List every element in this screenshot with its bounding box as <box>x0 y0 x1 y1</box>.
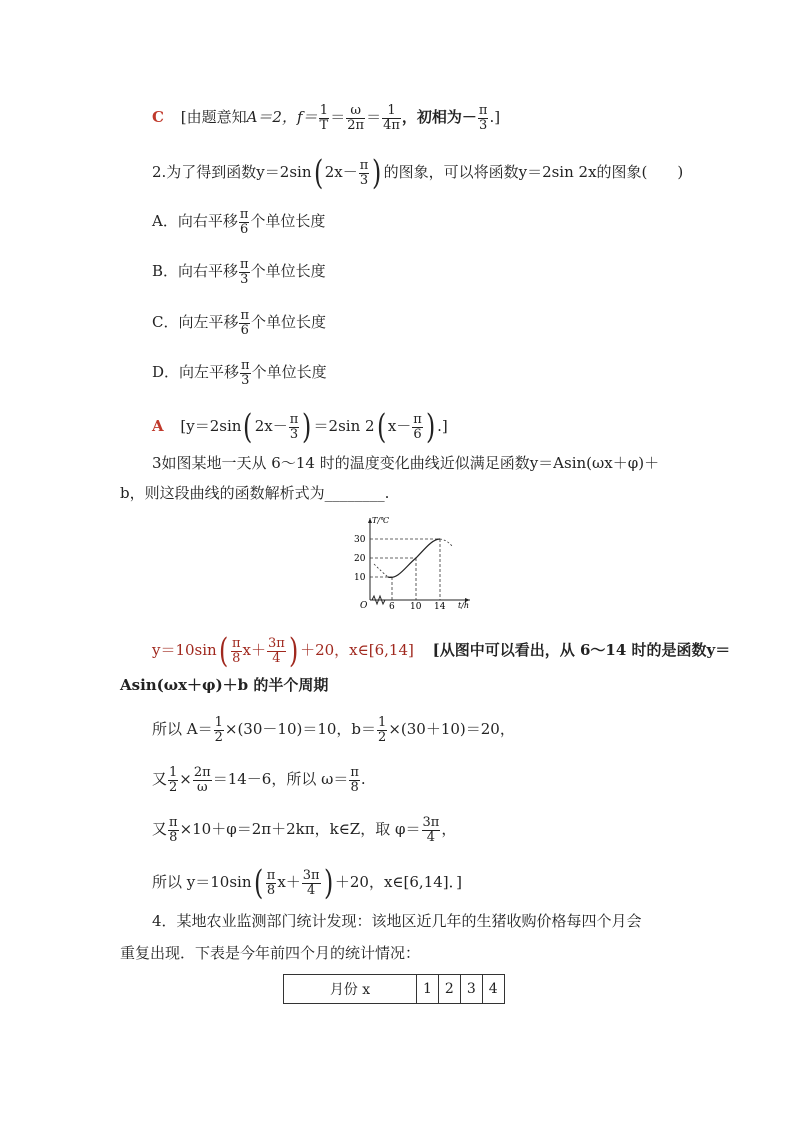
origin-label: O <box>360 601 368 610</box>
y-tick-30: 30 <box>354 535 366 545</box>
q2-option-a[interactable]: A．向右平移 $\frac{\pi}{6}$ 个单位长度 <box>152 207 326 237</box>
y-axis-label: T/℃ <box>372 516 389 525</box>
y-tick-20: 20 <box>354 554 366 564</box>
x-axis-label: t/h <box>458 601 470 610</box>
x-tick-10: 10 <box>410 602 422 610</box>
q4-stem-line1: 4．某地农业监测部门统计发现：该地区近几年的生猪收购价格每四个月会 <box>152 912 642 930</box>
q1-answer-line: C [由题意知A＝2，f＝ $\frac{1}{T}$ ＝ $\frac{\omega}{2\pi}$ ＝ $\frac{1}{4\pi}$ ，初相为－ $\frac{\pi}{3}$ .] <box>152 103 501 133</box>
q2-option-b[interactable]: B．向右平移 $\frac{\pi}{3}$ 个单位长度 <box>152 257 326 287</box>
q2-option-c[interactable]: C．向左平移 $\frac{\pi}{6}$ 个单位长度 <box>152 308 327 338</box>
curve-extension-right <box>440 539 452 546</box>
q2-answer-letter: A <box>152 417 164 435</box>
q2-answer-line: A [y＝2sin( 2x－ $\frac{\pi}{3}$ ) ＝2sin 2( x－ $\frac{\pi}{6}$ ) .] <box>152 407 448 447</box>
q1-phase-text: ，初相为－ <box>401 108 477 127</box>
q3-work-line1: 所以 A＝ $\frac{1}{2}$ ×(30－10)＝10，b＝ $\frac{1}{2}$ ×(30＋10)＝20， <box>152 715 515 745</box>
q1-amplitude: A＝2， <box>246 108 297 127</box>
q3-work-line2: 又 $\frac{1}{2}$ × $\frac{2\pi}{\omega}$ ＝14－6，所以 ω＝ $\frac{\pi}{8}$ . <box>152 765 366 795</box>
frac-pi-over-3: $\frac{\pi}{3}$ <box>289 411 299 442</box>
q1-answer-text: [由题意知 <box>180 108 247 127</box>
x-tick-6: 6 <box>389 602 395 610</box>
q4-stem-line2: 重复出现．下表是今年前四个月的统计情况： <box>120 944 421 962</box>
frac-omega-over-2pi: $\frac{\omega}{2\pi}$ <box>347 103 365 133</box>
table-cell: 3 <box>460 975 482 1004</box>
frac-pi-over-3: $\frac{\pi}{3}$ <box>240 257 249 287</box>
frac-pi-over-6: $\frac{\pi}{6}$ <box>240 308 250 338</box>
y-tick-10: 10 <box>354 573 366 583</box>
q3-stem-line2: b，则这段曲线的函数解析式为________. <box>120 484 390 502</box>
month-table <box>283 974 505 1004</box>
curve-extension-left <box>374 564 388 577</box>
q3-answer-formula: y＝10sin( $\frac{\pi}{8}$ x＋ $\frac{3\pi}{4}$ ) ＋20，x∈[6,14] <box>152 631 414 671</box>
table-cell: 1 <box>417 975 439 1004</box>
x-tick-14: 14 <box>434 602 446 610</box>
frac-pi-over-6: $\frac{\pi}{6}$ <box>413 411 422 442</box>
q3-answer-line1 <box>152 631 731 671</box>
q2-option-d[interactable]: D．向左平移 $\frac{\pi}{3}$ 个单位长度 <box>152 358 327 388</box>
frac-pi-over-3: $\frac{\pi}{3}$ <box>241 358 250 388</box>
frac-1-over-T: $\frac{1}{T}$ <box>319 103 329 133</box>
table-cell: 4 <box>482 975 504 1004</box>
frac-pi-over-3: $\frac{\pi}{3}$ <box>359 157 369 188</box>
frac-1-over-4pi: $\frac{1}{4\pi}$ <box>383 103 400 133</box>
table-cell: 2 <box>438 975 460 1004</box>
q3-explanation-start: [从图中可以看出，从 6～14 时的是函数y＝ <box>432 641 731 659</box>
q3-answer-line2: Asin(ωx＋φ)＋b 的半个周期 <box>120 676 329 694</box>
q3-work-line4: 所以 y＝10sin( $\frac{\pi}{8}$ x＋ $\frac{3\pi}{4}$ ) ＋20，x∈[6,14]．] <box>152 863 462 903</box>
q2-stem: 2.为了得到函数y＝2sin( 2x－ $\frac{\pi}{3}$ ) 的图象，可以将函数y＝2sin 2x的图象( ) <box>152 153 684 193</box>
frac-pi-over-3: $\frac{\pi}{3}$ <box>478 103 488 133</box>
q1-frequency: f＝ <box>296 108 318 127</box>
temperature-chart <box>352 514 472 610</box>
q3-work-line3: 又 $\frac{\pi}{8}$ ×10＋φ＝2π＋2kπ，k∈Z，取 φ＝ $\frac{3\pi}{4}$ ， <box>152 815 457 845</box>
table-header-month: 月份 x <box>284 975 417 1004</box>
frac-pi-over-6: $\frac{\pi}{6}$ <box>239 207 249 237</box>
q3-stem-line1: 3如图某地一天从 6～14 时的温度变化曲线近似满足函数y＝Asin(ωx＋φ)＋ <box>152 454 660 472</box>
q1-answer-letter: C <box>152 108 164 127</box>
